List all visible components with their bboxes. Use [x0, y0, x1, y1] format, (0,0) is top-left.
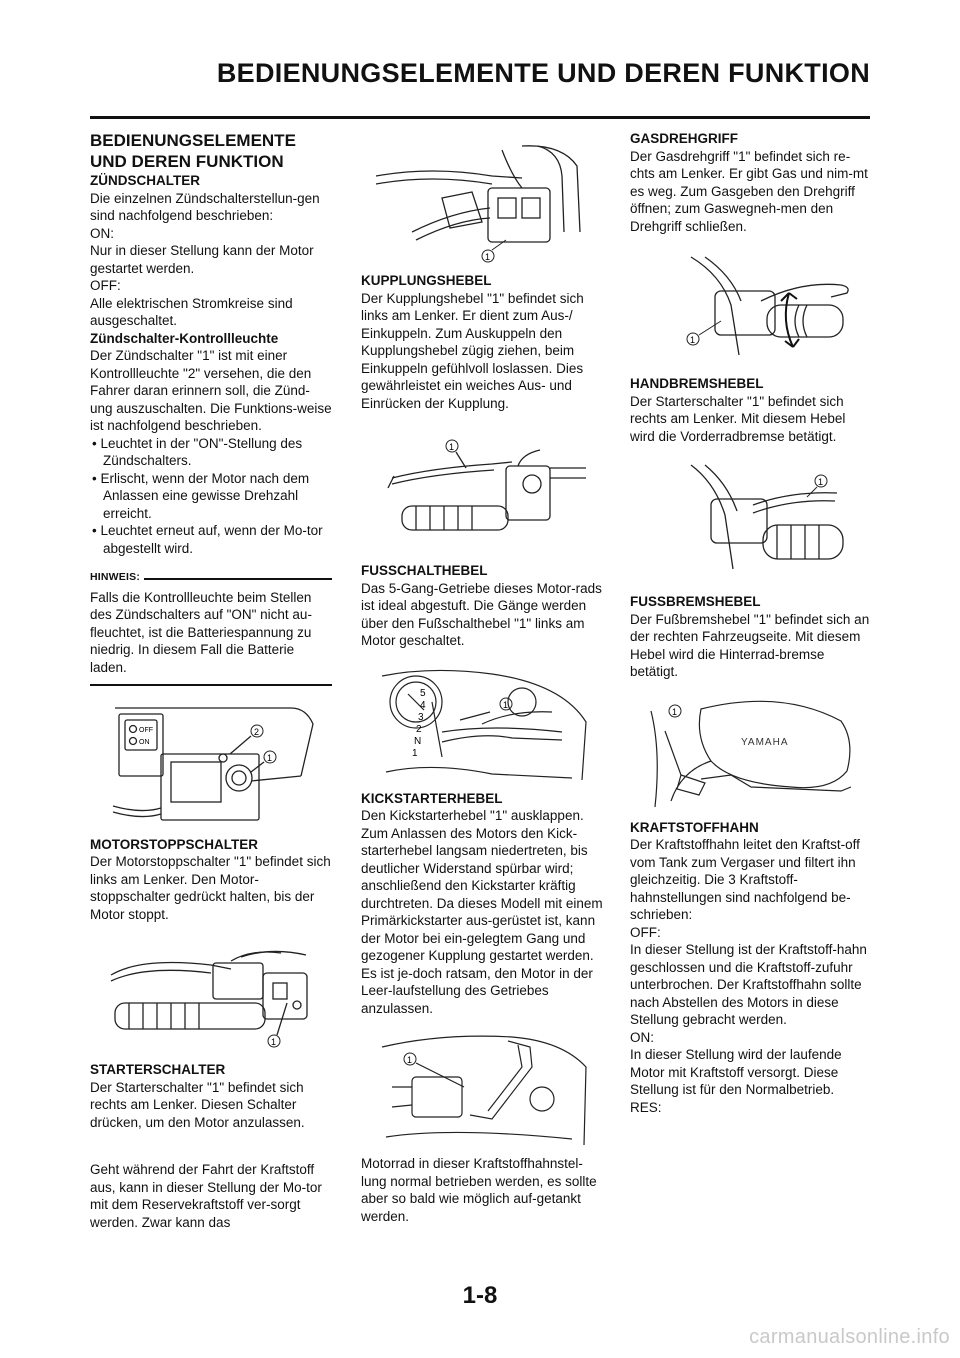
text-fussschalt: Das 5-Gang-Getriebe dieses Motor-rads ist ideal abgestuft. Die Gänge werden über den Fußschalthebel "1" links am Motor geschaltet. — [361, 580, 602, 648]
list-item-text: Erlischt, wenn der Motor nach dem Anlassen eine gewisse Drehzahl erreicht. — [100, 470, 310, 521]
label-off: OFF: — [630, 924, 661, 940]
text-handbrems: Der Starterschalter "1" befindet sich rechts am Lenker. Mit diesem Hebel wird die Vorderradbremse betätigt. — [630, 393, 846, 444]
brand-emblem-text: YAMAHA — [741, 736, 789, 748]
figure-callout: 1 — [485, 252, 491, 262]
heading-fussschalt: FUSSCHALTHEBEL — [361, 563, 488, 578]
text-off: Alle elektrischen Stromkreise sind ausgeschaltet. — [90, 295, 293, 328]
heading-fussbrems: FUSSBREMSHEBEL — [630, 594, 761, 609]
note-text: Falls die Kontrollleuchte beim Stellen des Zündschalters auf "ON" nicht au-fleuchtet, ist die Batteriespannung zu niedrig. In diesem Fall die Batterie laden. — [90, 589, 312, 675]
text-zuendschalter-intro: Die einzelnen Zündschalterstellun-gen sind nachfolgend beschrieben: — [90, 190, 320, 223]
text-kickstarter: Den Kickstarterhebel "1" ausklappen. Zum Anlassen des Motors den Kick-starterhebel langsam niedertreten, bis deutlicher Widerstand spürbar wird; anschließend den Kickstarter kräftig durchtreten. Da dieses Modell mit einem Primärkickstarter aus-gerüstet ist, kann der Motor bei ein-gelegtem Gang und gezogener Kupplung gestartet werden. Es ist je-doch ratsam, den Motor in der Leer-laufstellung des Getriebes anzulassen. — [361, 808, 603, 1016]
text-starter: Der Starterschalter "1" befindet sich rechts am Lenker. Diesen Schalter drücken, um den Motor anzulassen. — [90, 1079, 305, 1130]
throttle-grip-illustration — [641, 245, 861, 369]
note-rule — [144, 578, 332, 580]
subheading-kontrollleuchte: Zündschalter-Kontrollleuchte — [90, 330, 279, 346]
heading-kraftstoff: KRAFTSTOFFHAHN — [630, 819, 759, 835]
section-title: BEDIENUNGSELEMENTE UND DEREN FUNKTION — [90, 131, 296, 171]
text-col1-bottom: Geht während der Fahrt der Kraftstoff aus, kann in dieser Stellung der Mo-tor mit dem Reservekraftstoff ver-sorgt werden. Zwar kann das — [90, 1162, 322, 1230]
page-header — [90, 0, 870, 124]
figure-callout: 1 — [407, 1055, 413, 1065]
heading-kupplung: KUPPLUNGSHEBEL — [361, 273, 492, 288]
column-right — [630, 130, 872, 1116]
brake-lever-illustration — [641, 455, 861, 581]
text-gasdreh: Der Gasdrehgriff "1" befindet sich re-chts am Lenker. Er gibt Gas und nim-mt es weg. Zum Gasgeben den Drehgriff öffnen; zum Gaswegneh-men den Drehgriff schließen. — [630, 148, 868, 234]
ignition-switch-illustration — [101, 696, 321, 826]
list-item: • Erlischt, wenn der Motor nach dem Anlassen eine gewisse Drehzahl erreicht. — [92, 470, 310, 521]
kickstarter-illustration — [372, 1027, 592, 1147]
starter-switch-illustration — [372, 136, 592, 268]
figure-callout: 1 — [503, 699, 509, 710]
text-on: In dieser Stellung wird der laufende Motor mit Kraftstoff versorgt. Diese Stellung ist für den Normalbetrieb. — [630, 1047, 842, 1097]
heading-zuendschalter: ZÜNDSCHALTER — [90, 173, 200, 188]
heading-kickstarter: KICKSTARTERHEBEL — [361, 790, 503, 806]
label-on: ON: — [90, 225, 115, 241]
heading-gasdreh: GASDREHGRIFF — [630, 131, 738, 146]
text-on: Nur in dieser Stellung kann der Motor gestartet werden. — [90, 243, 314, 276]
figure-callout: 1 — [271, 1037, 277, 1047]
list-item: • Leuchtet in der "ON"-Stellung des Zündschalters. — [92, 435, 303, 468]
label-off: OFF: — [90, 278, 121, 293]
text-kraftstoff: Der Kraftstoffhahn leitet den Kraftst-off vom Tank zum Vergaser und filtert ihn gleichzeitig. Die 3 Kraftstoff-hahnstellungen sind nachfolgend be-schrieben: — [630, 837, 860, 922]
page-title: BEDIENUNGSELEMENTE UND DEREN FUNKTION — [216, 58, 870, 88]
label-on: ON: — [630, 1029, 655, 1045]
heading-starter: STARTERSCHALTER — [90, 1062, 226, 1077]
column-left — [90, 130, 332, 1231]
figure-callout: 1 — [818, 477, 824, 487]
gear-label: 1 — [412, 747, 418, 759]
note-header — [90, 569, 332, 587]
figure-label-on: ON — [139, 738, 150, 746]
text-motorstopp: Der Motorstoppschalter "1" befindet sich links am Lenker. Den Motor-stoppschalter gedrückt halten, bis der Motor stoppt. — [90, 854, 331, 922]
engine-stop-switch-illustration — [101, 943, 321, 1053]
text-fussbrems: Der Fußbremshebel "1" befindet sich an der rechten Fahrzeugseite. Mit diesem Hebel wird die Hinterrad-bremse betätigt. — [630, 611, 870, 679]
heading-handbrems: HANDBREMSHEBEL — [630, 376, 764, 391]
figure-callout: 1 — [267, 752, 273, 763]
page-number: 1-8 — [462, 1282, 498, 1309]
column-middle — [361, 130, 603, 1225]
gear-label: 3 — [418, 711, 424, 723]
figure-callout: 1 — [449, 442, 455, 452]
clutch-lever-illustration — [372, 428, 592, 548]
list-item: • Leuchtet erneut auf, wenn der Mo-tor abgestellt wird. — [92, 523, 323, 556]
text-kupplung: Der Kupplungshebel "1" befindet sich links am Lenker. Er dient zum Aus-/ Einkuppeln. Zum Auskuppeln den Kupplungshebel zügig ziehen, beim Einkuppeln gefühlvoll loslassen. Dies gewährleistet ein weiches Aus- und Einrücken der Kupplung. — [361, 290, 584, 411]
figure-callout: 2 — [254, 726, 260, 737]
gear-label: 2 — [416, 723, 422, 735]
gear-label: 5 — [420, 687, 426, 699]
list-item-text: Leuchtet erneut auf, wenn der Mo-tor abgestellt wird. — [100, 523, 323, 556]
note-label: HINWEIS: — [90, 571, 141, 583]
foot-brake-pedal-illustration — [641, 691, 861, 811]
gear-label: 4 — [420, 699, 426, 711]
text-kontrollleuchte: Der Zündschalter "1" ist mit einer Kontrollleuchte "2" versehen, die den Fahrer daran erinnern soll, die Zünd-ung auszuschalten. Die Funktions-weise ist nachfolgend beschrieben. — [90, 348, 332, 433]
figure-label-off: OFF — [139, 726, 153, 734]
shift-pedal-illustration — [372, 662, 592, 784]
watermark: carmanualsonline.info — [749, 1326, 950, 1348]
list-item-text: Leuchtet in der "ON"-Stellung des Zündschalters. — [100, 435, 303, 468]
heading-motorstopp: MOTORSTOPPSCHALTER — [90, 836, 259, 852]
text-off: In dieser Stellung ist der Kraftstoff-hahn geschlossen und die Kraftstoff-zufuhr unterbrochen. Der Kraftstoffhahn sollte nach Abstellen des Motors in diese Stellung gebracht werden. — [630, 942, 867, 1027]
note-end-rule — [90, 684, 332, 686]
figure-callout: 1 — [672, 706, 678, 717]
gear-label: N — [414, 735, 422, 747]
header-rule — [90, 116, 870, 119]
figure-callout: 1 — [690, 335, 696, 345]
text-col2-bottom: Motorrad in dieser Kraftstoffhahnstel-lung normal betrieben werden, es sollte aber so bald wie möglich auf-getankt werden. — [361, 1156, 597, 1224]
label-res: RES: — [630, 1099, 662, 1115]
